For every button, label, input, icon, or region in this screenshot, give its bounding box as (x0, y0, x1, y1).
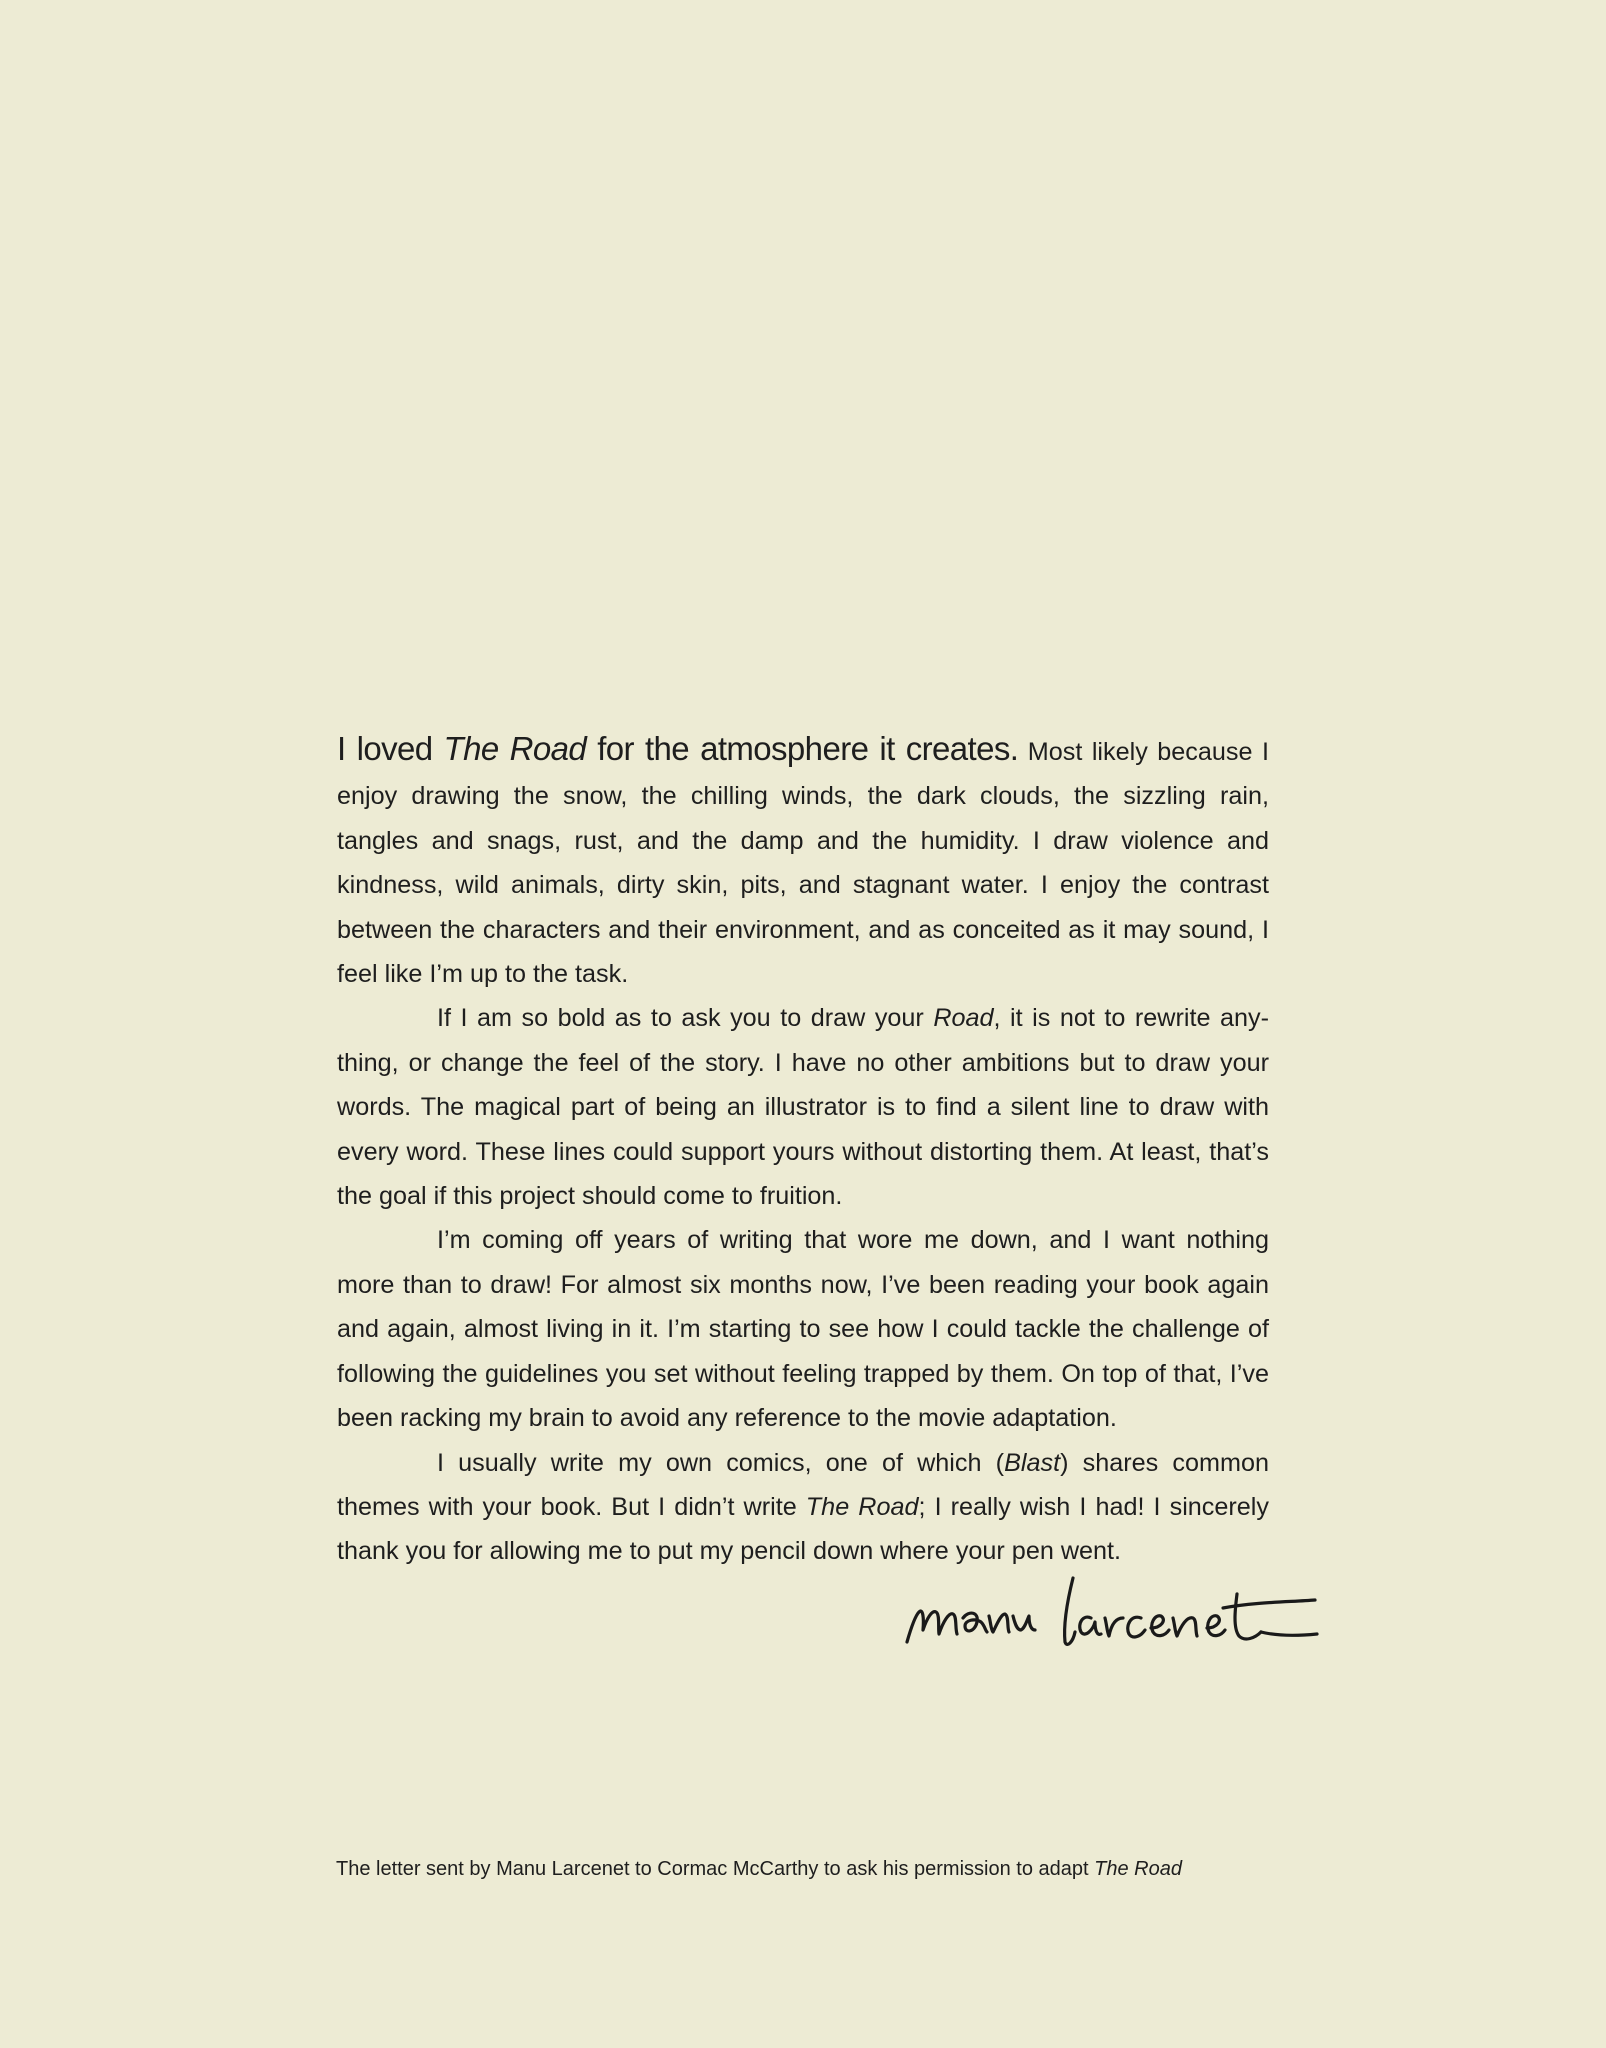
figure-caption (336, 1855, 1182, 1883)
paragraph-4-post: ; I really wish I had! I sincerely thank you for allowing me to put my pencil down where your pen went. (337, 1492, 1269, 1566)
lead-title: The Road (443, 730, 587, 767)
letter-paragraph-3: I’m coming off years of writing that wore me down, and I want nothing more than to draw! For almost six months now, I’ve been reading your book again and again, almost living in it. I’m starting to see how I could tackle the challenge of following the guidelines you set without feeling trapped by them. On top of that, I’ve been racking my brain to avoid any reference to the movie adaptation. (337, 1226, 1269, 1433)
lead-sentence (337, 730, 1018, 767)
caption-title: The Road (1094, 1858, 1182, 1880)
handwritten-signature-icon (905, 1572, 1325, 1650)
paragraph-1-text: Most likely because I enjoy drawing the snow, the chilling winds, the dark clouds, the sizzling rain, tangles and snags, rust, and the damp and the humidity. I draw violence and kindness, wild animals, dirty skin, pits, and stagnant water. I enjoy the contrast between the characters and their environment, and as conceited as it may sound, I feel like I’m up to the task. (337, 738, 1269, 989)
paragraph-4-mid: ) shares common themes with your book. But I didn’t write (337, 1448, 1269, 1521)
letter-body (337, 727, 1269, 1574)
lead-pre: I loved (337, 730, 444, 767)
paragraph-4-title-blast: Blast (1004, 1448, 1061, 1477)
letter-paragraph-2 (337, 996, 1269, 1218)
paragraph-4-pre: I usually write my own comics, one of which ( (437, 1448, 1005, 1477)
paragraph-2-pre: If I am so bold as to ask you to draw your (437, 1004, 934, 1033)
caption-text: The letter sent by Manu Larcenet to Cormac McCarthy to ask his permission to adapt (336, 1858, 1095, 1880)
letter-paragraph-4 (337, 1441, 1269, 1574)
paragraph-4-title-road: The Road (805, 1492, 919, 1521)
paragraph-2-title: Road (933, 1004, 994, 1033)
lead-post: for the atmosphere it creates. (586, 730, 1019, 767)
letter-paragraph-1 (337, 727, 1269, 996)
paragraph-2-post: , it is not to rewrite any-thing, or change the feel of the story. I have no other ambitions but to draw your words. The magical part of being an illustrator is to find a silent line to draw with every word. These lines could support yours without distorting them. At least, that’s the goal if this project should come to fruition. (337, 1004, 1269, 1211)
